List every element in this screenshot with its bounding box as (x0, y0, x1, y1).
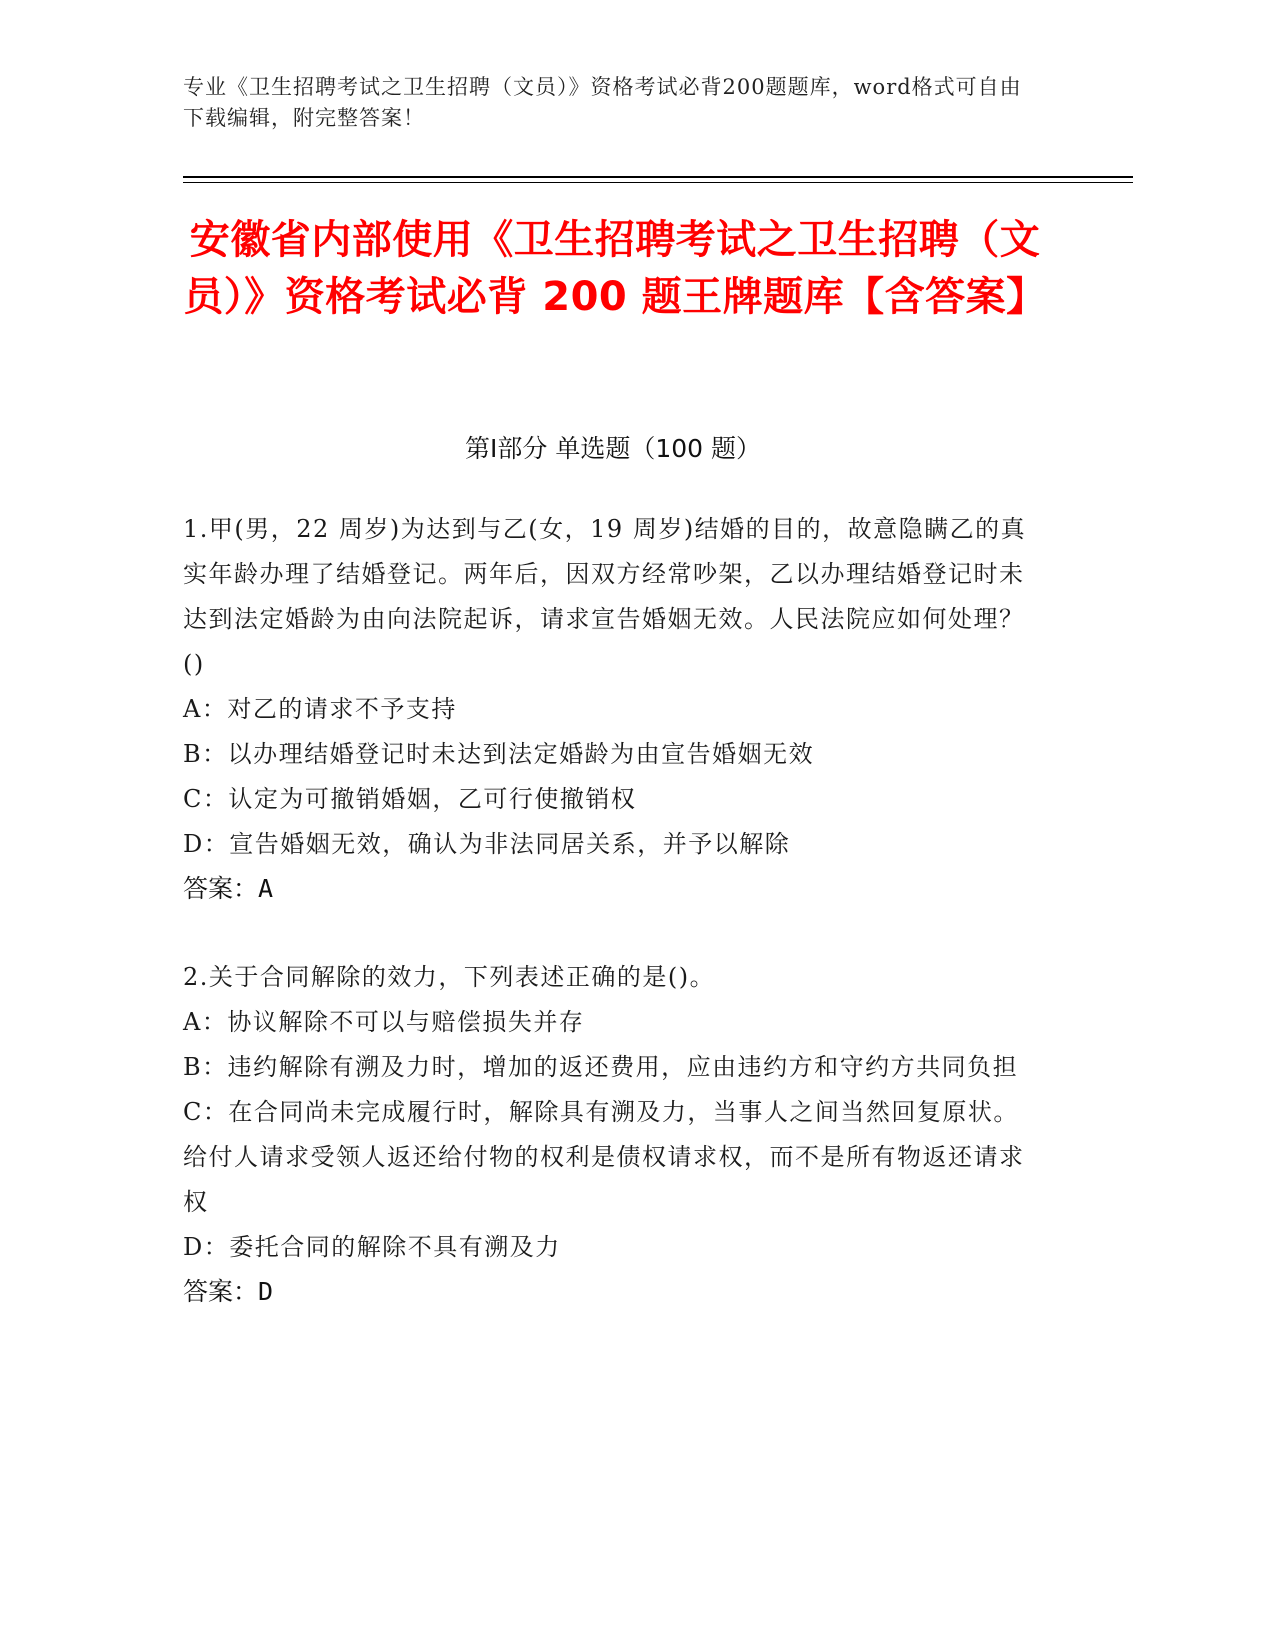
option-b: B：违约解除有溯及力时，增加的返还费用，应由违约方和守约方共同负担 (183, 1053, 1019, 1081)
option-a: A：对乙的请求不予支持 (183, 695, 457, 723)
header-divider-thin (183, 182, 1133, 183)
option-d: D：委托合同的解除不具有溯及力 (183, 1233, 561, 1261)
answer-value: A (258, 874, 274, 903)
question-stem: 1.甲(男，22 周岁)为达到与乙(女，19 周岁)结婚的目的，故意隐瞒乙的真实年龄办理了结婚登记。两年后，因双方经常吵架，乙以办理结婚登记时未达到法定婚龄为由向法院起诉，请求宣告婚姻无效。人民法院应如何处理？() (183, 515, 1027, 678)
answer-line (183, 867, 1043, 911)
question-2 (183, 955, 1043, 1314)
answer-line (183, 1270, 1043, 1314)
question-list (183, 507, 1043, 1358)
section-title: 第Ⅰ部分 单选题（100 题） (465, 434, 761, 463)
document-title: 安徽省内部使用《卫生招聘考试之卫生招聘（文员）》资格考试必背 200 题王牌题库【含答案】 (183, 217, 1047, 320)
header-divider-thick (183, 176, 1133, 178)
answer-label: 答案： (183, 1277, 259, 1306)
option-c: C：认定为可撤销婚姻，乙可行使撤销权 (183, 785, 637, 813)
header-note: 专业《卫生招聘考试之卫生招聘（文员）》资格考试必背200题题库，word格式可自由下载编辑，附完整答案！ (183, 75, 1022, 130)
option-d: D：宣告婚姻无效，确认为非法同居关系，并予以解除 (183, 830, 791, 858)
answer-label: 答案： (183, 874, 259, 903)
option-a: A：协议解除不可以与赔偿损失并存 (183, 1008, 585, 1036)
option-b: B：以办理结婚登记时未达到法定婚龄为由宣告婚姻无效 (183, 740, 815, 768)
question-stem: 2.关于合同解除的效力，下列表述正确的是()。 (183, 963, 716, 991)
answer-value: D (258, 1277, 274, 1306)
question-1 (183, 507, 1043, 911)
option-c: C：在合同尚未完成履行时，解除具有溯及力，当事人之间当然回复原状。给付人请求受领人返还给付物的权利是债权请求权，而不是所有物返还请求权 (183, 1098, 1025, 1216)
